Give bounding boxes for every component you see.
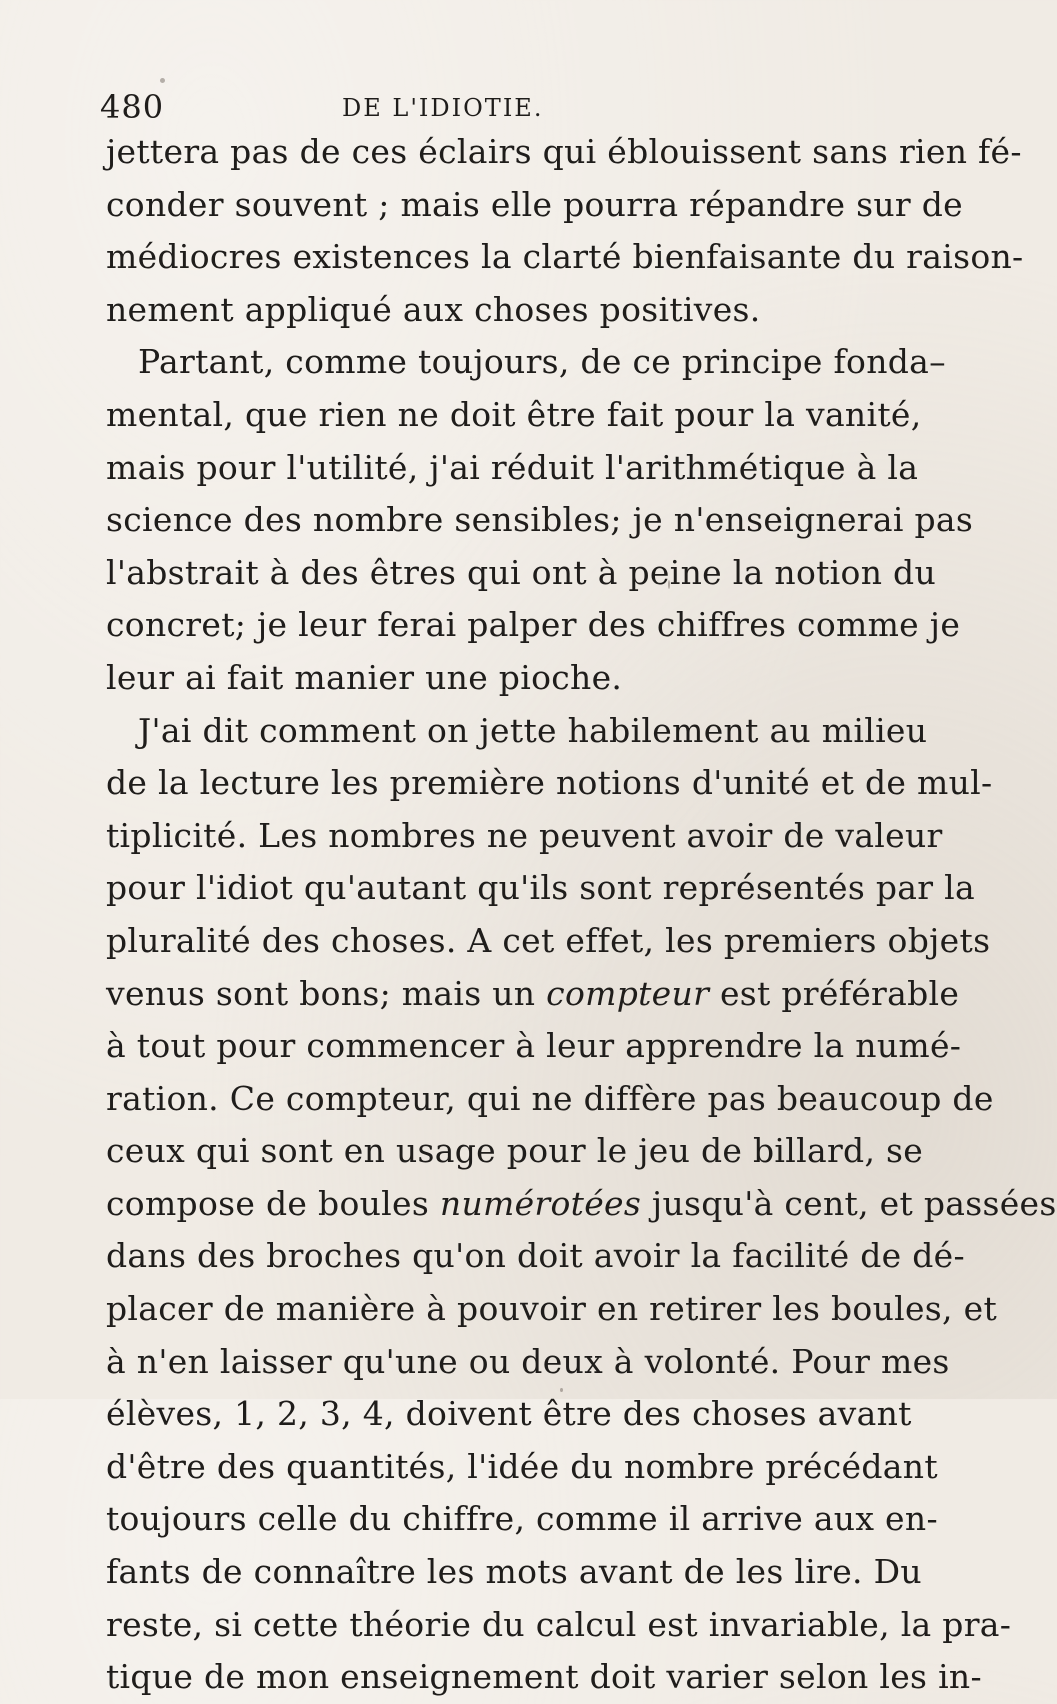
- text-line: pluralité des choses. A cet effet, les premiers objets: [106, 920, 991, 960]
- paper-speck: [668, 580, 670, 589]
- text-line: de la lecture les première notions d'unité et de mul-: [106, 763, 993, 803]
- text-line: médiocres existences la clarté bienfaisante du raison-: [106, 237, 1024, 277]
- text-segment: venus sont bons; mais un: [106, 973, 547, 1013]
- running-title: DE L'IDIOTIE.: [342, 94, 544, 122]
- text-segment: compose de boules: [106, 1183, 440, 1223]
- text-line: reste, si cette théorie du calcul est invariable, la pra-: [106, 1604, 1012, 1644]
- paragraph-start-line: J'ai dit comment on jette habilement au milieu: [138, 710, 928, 750]
- text-segment: est préférable: [709, 973, 960, 1013]
- text-line: concret; je leur ferai palper des chiffres comme je: [106, 605, 961, 645]
- text-line: tique de mon enseignement doit varier selon les in-: [106, 1657, 982, 1697]
- text-line: conder souvent ; mais elle pourra répandre sur de: [106, 184, 964, 224]
- page-number: 480: [100, 88, 165, 126]
- text-line: mental, que rien ne doit être fait pour la vanité,: [106, 394, 922, 434]
- text-line: élèves, 1, 2, 3, 4, doivent être des choses avant: [106, 1394, 912, 1434]
- text-segment: jusqu'à cent, et passées: [641, 1183, 1057, 1223]
- text-line: à tout pour commencer à leur apprendre la numé-: [106, 1026, 962, 1066]
- text-line: tiplicité. Les nombres ne peuvent avoir de valeur: [106, 815, 943, 855]
- text-line: pour l'idiot qu'autant qu'ils sont représentés par la: [106, 868, 975, 908]
- paragraph-start-line: Partant, comme toujours, de ce principe fonda–: [138, 342, 946, 382]
- paper-speck: [560, 1388, 563, 1392]
- emphasized-word: compteur: [546, 973, 710, 1013]
- paper-speck: [160, 78, 165, 83]
- text-line: [106, 1178, 1057, 1231]
- text-line: nement appliqué aux choses positives.: [106, 289, 761, 329]
- text-line: fants de connaître les mots avant de les lire. Du: [106, 1552, 922, 1592]
- text-line: mais pour l'utilité, j'ai réduit l'arithmétique à la: [106, 447, 919, 487]
- text-line: ration. Ce compteur, qui ne diffère pas beaucoup de: [106, 1078, 994, 1118]
- text-line: dans des broches qu'on doit avoir la facilité de dé-: [106, 1236, 965, 1276]
- text-line: [106, 968, 960, 1021]
- text-line: placer de manière à pouvoir en retirer les boules, et: [106, 1289, 998, 1329]
- text-line: science des nombre sensibles; je n'enseignerai pas: [106, 500, 974, 540]
- running-head: [100, 88, 780, 128]
- text-line: leur ai fait manier une pioche.: [106, 657, 623, 697]
- body-text: [106, 126, 1057, 1704]
- text-line: à n'en laisser qu'une ou deux à volonté. Pour mes: [106, 1341, 950, 1381]
- text-line: d'être des quantités, l'idée du nombre précédant: [106, 1446, 938, 1486]
- text-line: ceux qui sont en usage pour le jeu de billard, se: [106, 1131, 924, 1171]
- text-line: l'abstrait à des êtres qui ont à peine la notion du: [106, 552, 937, 592]
- emphasized-word: numérotées: [439, 1183, 642, 1223]
- text-line: jettera pas de ces éclairs qui éblouissent sans rien fé-: [106, 132, 1022, 171]
- text-line: toujours celle du chiffre, comme il arrive aux en-: [106, 1499, 938, 1539]
